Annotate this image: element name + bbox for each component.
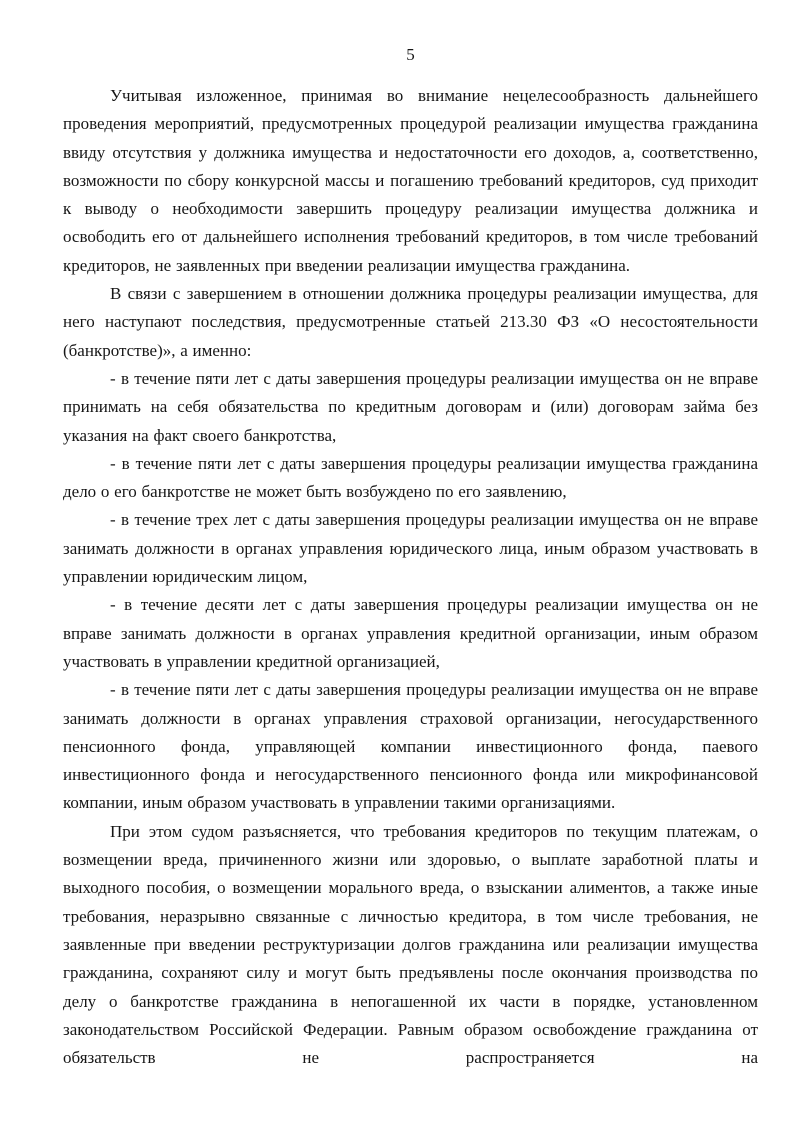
restriction-item-credit-organization: - в течение десяти лет с даты завершения процедуры реализации имущества он не вправе занимать должности в органах управления кредитной организации, иным образом участвовать в управлении кредитной организацией,	[63, 595, 758, 671]
document-body	[63, 82, 758, 1072]
restriction-item-self-bankruptcy: - в течение пяти лет с даты завершения процедуры реализации имущества гражданина дело о его банкротстве не может быть возбуждено по его заявлению,	[63, 453, 758, 502]
restriction-item-insurance-funds: - в течение пяти лет с даты завершения процедуры реализации имущества он не вправе занимать должности в органах управления страховой организации, негосударственного пенсионного фонда, управляющей компании инвестиционного фонда, паевого инвестиционного фонда и негосударственного пенсионного фонда или микрофинансовой компании, иным образом участвовать в управлении такими организациями.	[63, 680, 758, 813]
restriction-item-legal-entity: - в течение трех лет с даты завершения процедуры реализации имущества он не вправе занимать должности в органах управления юридического лица, иным образом участвовать в управлении юридическим лицом,	[63, 510, 758, 587]
restriction-item-credit-obligations: - в течение пяти лет с даты завершения процедуры реализации имущества он не вправе принимать на себя обязательства по кредитным договорам и (или) договорам займа без указания на факт своего банкротства,	[63, 368, 758, 445]
page-number: 5	[406, 45, 415, 64]
clarification-paragraph: При этом судом разъясняется, что требования кредиторов по текущим платежам, о возмещении вреда, причиненного жизни или здоровью, о выплате заработной платы и выходного пособия, о возмещении морального вреда, о взыскании алиментов, а также иные требования, неразрывно связанные с личностью кредитора, в том числе требования, не заявленные при введении реструктуризации долгов гражданина или реализации имущества гражданина, сохраняют силу и могут быть предъявлены после окончания производства по делу о банкротстве гражданина в непогашенной их части в порядке, установленном законодательством Российской Федерации. Равным образом освобождение гражданина от обязательств не распространяется на	[63, 821, 758, 1068]
conclusion-paragraph: Учитывая изложенное, принимая во внимание нецелесообразность дальнейшего проведения мероприятий, предусмотренных процедурой реализации имущества гражданина ввиду отсутствия у должника имущества и недостаточности его доходов, а, соответственно, возможности по сбору конкурсной массы и погашению требований кредиторов, суд приходит к выводу о необходимости завершить процедуру реализации имущества должника и освободить его от дальнейшего исполнения требований кредиторов, в том числе требований кредиторов, не заявленных при введении реализации имущества гражданина.	[63, 86, 758, 275]
consequences-intro-paragraph: В связи с завершением в отношении должника процедуры реализации имущества, для него наступают последствия, предусмотренные статьей 213.30 ФЗ «О несостоятельности (банкротстве)», а именно:	[63, 284, 758, 360]
